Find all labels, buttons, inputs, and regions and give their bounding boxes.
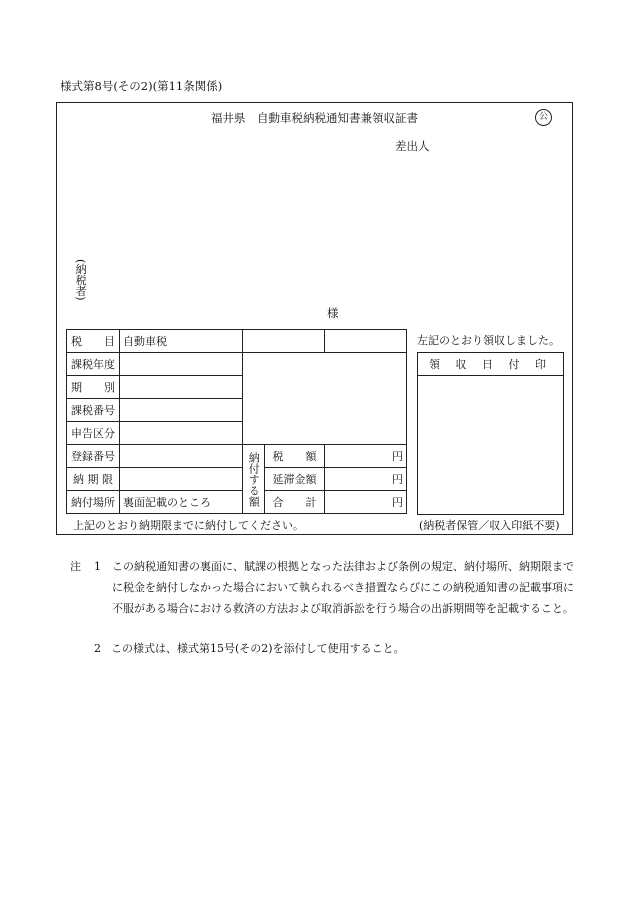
taxpayer-label: (納税者) xyxy=(74,259,88,301)
tax-item-extra-cell xyxy=(243,330,325,353)
tax-year-value xyxy=(120,353,243,376)
tax-item-extra-cell-2 xyxy=(325,330,407,353)
receipt-stamp-header: 領 収 日 付 印 xyxy=(418,353,563,376)
sender-label: 差出人 xyxy=(395,139,430,153)
table-row xyxy=(67,330,407,353)
late-fee-value: 円 xyxy=(325,468,407,491)
receipt-stamp-box xyxy=(417,352,564,515)
tax-item-value: 自動車税 xyxy=(120,330,243,353)
table-row xyxy=(67,491,407,514)
period-value xyxy=(120,376,243,399)
form-title: 福井県 自動車税納税通知書兼領収証書 xyxy=(211,111,418,125)
note-2-text: この様式は、様式第15号(その2)を添付して使用すること。 xyxy=(111,642,405,655)
payment-place-value: 裏面記載のところ xyxy=(120,491,243,514)
note-1-text: この納税通知書の裏面に、賦課の根拠となった法律および条例の規定、納付場所、納期限までに税金を納付しなかった場合において執られるべき措置ならびにこの納税通知書の記載事項に不服がある場合における救済の方法および取消訴訟を行う場合の出訴期間等を記載すること。 xyxy=(112,560,574,615)
payment-place-label: 納付場所 xyxy=(67,491,120,514)
table-row xyxy=(67,445,407,468)
received-statement: 左記のとおり領収しました。 xyxy=(417,334,560,347)
table-row xyxy=(67,468,407,491)
due-date-label: 納 期 限 xyxy=(67,468,120,491)
tax-item-label: 税 目 xyxy=(67,330,120,353)
late-fee-label: 延滞金額 xyxy=(265,468,325,491)
declaration-value xyxy=(120,422,243,445)
note-2 xyxy=(94,638,405,659)
form-reference: 様式第8号(その2)(第11条関係) xyxy=(60,79,223,93)
tax-amount-label: 税 額 xyxy=(265,445,325,468)
tax-number-label: 課税番号 xyxy=(67,399,120,422)
period-label: 期 別 xyxy=(67,376,120,399)
official-seal-icon: 公 xyxy=(535,109,552,126)
tax-number-value xyxy=(120,399,243,422)
tax-detail-table xyxy=(66,329,407,514)
amount-group-label: 納付する額 xyxy=(243,445,265,514)
registration-value xyxy=(120,445,243,468)
blank-area xyxy=(243,353,407,445)
total-value: 円 xyxy=(325,491,407,514)
honorific-label: 様 xyxy=(327,306,339,320)
note-2-number: 2 xyxy=(94,642,101,655)
notes-label: 注 xyxy=(70,560,81,573)
due-date-value xyxy=(120,468,243,491)
table-row xyxy=(67,353,407,376)
payment-instruction: 上記のとおり納期限までに納付してください。 xyxy=(73,519,304,532)
tax-amount-value: 円 xyxy=(325,445,407,468)
registration-label: 登録番号 xyxy=(67,445,120,468)
tax-notice-form xyxy=(56,102,573,535)
note-1-number: 1 xyxy=(94,560,101,573)
declaration-label: 申告区分 xyxy=(67,422,120,445)
tax-year-label: 課税年度 xyxy=(67,353,120,376)
retention-note: (納税者保管／収入印紙不要) xyxy=(419,519,560,532)
total-label: 合 計 xyxy=(265,491,325,514)
